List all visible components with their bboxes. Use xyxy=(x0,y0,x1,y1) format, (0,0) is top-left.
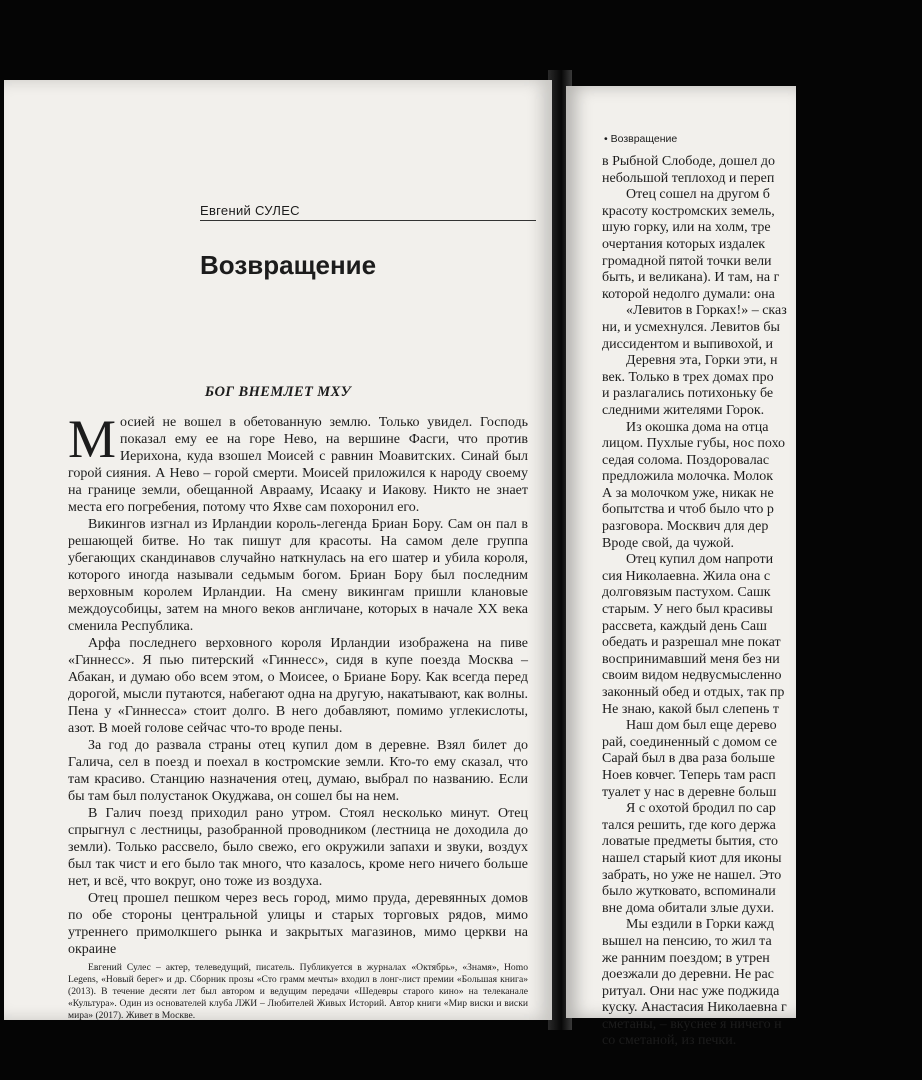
text-line: Отец купил дом напроти xyxy=(626,552,774,568)
text-line: тался решить, где кого держа xyxy=(602,817,776,833)
text-line: диссидентом и выпивохой, и xyxy=(602,336,774,352)
text-line: со сметаной, из печки. xyxy=(602,1033,737,1049)
text-line: громадной пятой точки вели xyxy=(602,253,772,269)
right-page-text xyxy=(602,154,922,1050)
text-line: Из окошка дома на отца xyxy=(626,419,769,435)
text-line: следними жителями Горок. xyxy=(602,402,765,418)
text-line: Мы ездили в Горки кажд xyxy=(626,917,774,933)
text-line: Ноев ковчег. Теперь там расп xyxy=(602,767,776,783)
text-line: ни, и усмехнулся. Левитов бы xyxy=(602,319,780,335)
text-line: же ранним поездом; в утрен xyxy=(602,950,770,966)
text-line: своим видом недвусмысленно xyxy=(602,668,782,684)
text-line: разговора. Москвич для дер xyxy=(602,519,769,535)
text-line: Я с охотой бродил по сар xyxy=(626,801,776,817)
text-line: Вроде свой, да чужой. xyxy=(602,535,735,551)
text-line: обедать и разрешал мне покат xyxy=(602,635,781,651)
left-page xyxy=(4,80,552,1020)
paragraph: За год до развала страны отец купил дом в деревне. Взял билет до Галича, сел в поезд и поехал в костромские земли. Кто-то ему сказал, что там красиво. Станцию назначения отец, думаю, выбрал по названию. Если бы там был полустанок Окуджава, он сошел бы на нем. xyxy=(68,738,528,804)
paragraph: Викингов изгнал из Ирландии король-легенда Бриан Бору. Сам он пал в решающей битве. Но так пишут для красоты. На самом деле группа убегающих скандинавов случайно наткнулась на его шатер и убила короля, которого иногда называли седьмым богом. Бриан Бору был последним верховным королем Ирландии. На смену викингам пришли клановые междоусобицы, затем на много веков англичане, которых в начале XX века сменила Республика. xyxy=(68,517,528,634)
right-page xyxy=(566,86,796,1049)
text-line: в Рыбной Слободе, дошел до xyxy=(602,154,776,169)
text-line: предложила молочка. Молок xyxy=(602,469,773,485)
text-line: сия Николаевна. Жила она с xyxy=(602,568,771,584)
text-line: Сарай был в два раза больше xyxy=(602,751,775,767)
text-line: красоту костромских земель, xyxy=(602,203,775,219)
section-title: БОГ ВНЕМЛЕТ МХУ xyxy=(204,384,352,400)
text-line: «Левитов в Горках!» – сказ xyxy=(626,303,787,319)
text-line: сметаны, – вкуснее я ничего н xyxy=(602,1016,782,1032)
text-line: куску. Анастасия Николаевна г xyxy=(602,1000,787,1016)
text-line: законный обед и отдых, так пр xyxy=(602,685,785,700)
text-line: было жутковато, вспоминали xyxy=(602,884,776,900)
text-line: рассвета, каждый день Саш xyxy=(602,618,767,634)
text-line: бопытства и чтоб было что р xyxy=(602,502,774,518)
text-line: рай, соединенный с домом се xyxy=(602,734,777,750)
text-line: воспринимавший меня без ни xyxy=(602,651,780,667)
text-line: шую горку, или на холм, тре xyxy=(602,220,771,236)
text-line: туалет у нас в деревне больш xyxy=(602,784,777,800)
text-line: вышел на пенсию, то жил та xyxy=(602,933,772,949)
text-line: Не знаю, какой был слепень т xyxy=(602,701,780,717)
author-rule xyxy=(200,220,536,221)
running-head: • Возвращение xyxy=(604,133,678,145)
author-name: Евгений СУЛЕС xyxy=(200,203,300,218)
text-line: которой недолго думали: она xyxy=(602,286,775,302)
text-line: старым. У него был красивы xyxy=(602,602,773,618)
text-line: ритуал. Они нас уже поджида xyxy=(602,983,780,999)
text-line: вне дома обитали злые духи. xyxy=(602,900,775,916)
text-line: быть, и великана). И там, на г xyxy=(602,270,780,286)
text-line: век. Только в трех домах про xyxy=(602,369,774,385)
text-line: ловатые предметы бытия, сто xyxy=(602,834,778,850)
text-line: доезжали до деревни. Не рас xyxy=(602,967,774,983)
text-line: Деревня эта, Горки эти, н xyxy=(626,353,778,369)
paragraph: Отец прошел пешком через весь город, мимо пруда, деревянных домов по обе стороны центральной улицы и старых торговых рядов, мимо утреннего примолкшего рынка и закрытых магазинов, мимо церкви на окраине xyxy=(68,891,528,957)
paragraph: Арфа последнего верховного короля Ирландии изображена на пиве «Гиннесс». Я пью питерский «Гиннесс», сидя в купе поезда Москва – Абакан, и думаю обо всем этом, о Моисее, о Бриане Бору. Как всегда перед дорогой, мысли путаются, набегают одна на другую, накатывают, как волны. Пена у «Гиннесса» стоит долго. В него добавляют, помимо углекислоты, азот. В моей голове сейчас что-то вроде пены. xyxy=(68,636,528,736)
paragraph: Мосией не вошел в обетованную землю. Только увидел. Господь показал ему ее на горе Нево, на вершине Фасги, что против Иерихона, куда взошел Моисей с равнин Моавитских. Синай был горой сияния. А Нево – горой смерти. Моисей приложился к народу своему на границе земли, обещанной Аврааму, Исааку и Иакову. Никто не знает места его погребения, потому что Яхве сам похоронил его. xyxy=(68,409,528,515)
text-line: долговязым пастухом. Сашк xyxy=(602,585,771,601)
text-line: седая солома. Поздоровалас xyxy=(602,452,770,468)
text-line: забрать, но уже не нашел. Это xyxy=(602,867,782,883)
text-line: лицом. Пухлые губы, нос похо xyxy=(602,436,786,452)
text-line: очертания которых издалек xyxy=(602,236,766,252)
text-line: и разлагались потихоньку бе xyxy=(602,386,774,402)
paragraph: В Галич поезд приходил рано утром. Стоял несколько минут. Отец спрыгнул с лестницы, разобранной проводником (лестница не доходила до земли). Только рассвело, было свежо, его окружили запахи и звуки, воздух был так чист и его было так много, что казалось, кроме него ничего больше нет, и всё, что вокруг, оно тоже из воздуха. xyxy=(68,806,528,889)
author-footnote: Евгений Сулес – актер, телеведущий, писатель. Публикуется в журналах «Октябрь», «Знамя», Homo Legens, «Новый берег» и др. Сборник прозы «Сто грамм мечты» входил в лонг-лист премии «Большая книга» (2013). В течение десяти лет был автором и ведущим передачи «Шедевры старого кино» на телеканале «Культура». Один из основателей клуба ЛЖИ – Любителей Живых Историй. Автор книги «Мир виски и виски мира» (2017). Живет в Москве. xyxy=(68,962,528,1021)
text-line: небольшой теплоход и переп xyxy=(602,170,775,186)
body-text xyxy=(68,409,528,958)
story-title: Возвращение xyxy=(200,250,377,280)
text-line: А за молочком уже, никак не xyxy=(602,485,774,501)
text-line: Отец сошел на другом б xyxy=(626,187,770,203)
drop-cap: М xyxy=(68,409,117,469)
text-line: Наш дом был еще дерево xyxy=(626,718,777,734)
text-line: нашел старый киот для иконы xyxy=(602,850,782,866)
